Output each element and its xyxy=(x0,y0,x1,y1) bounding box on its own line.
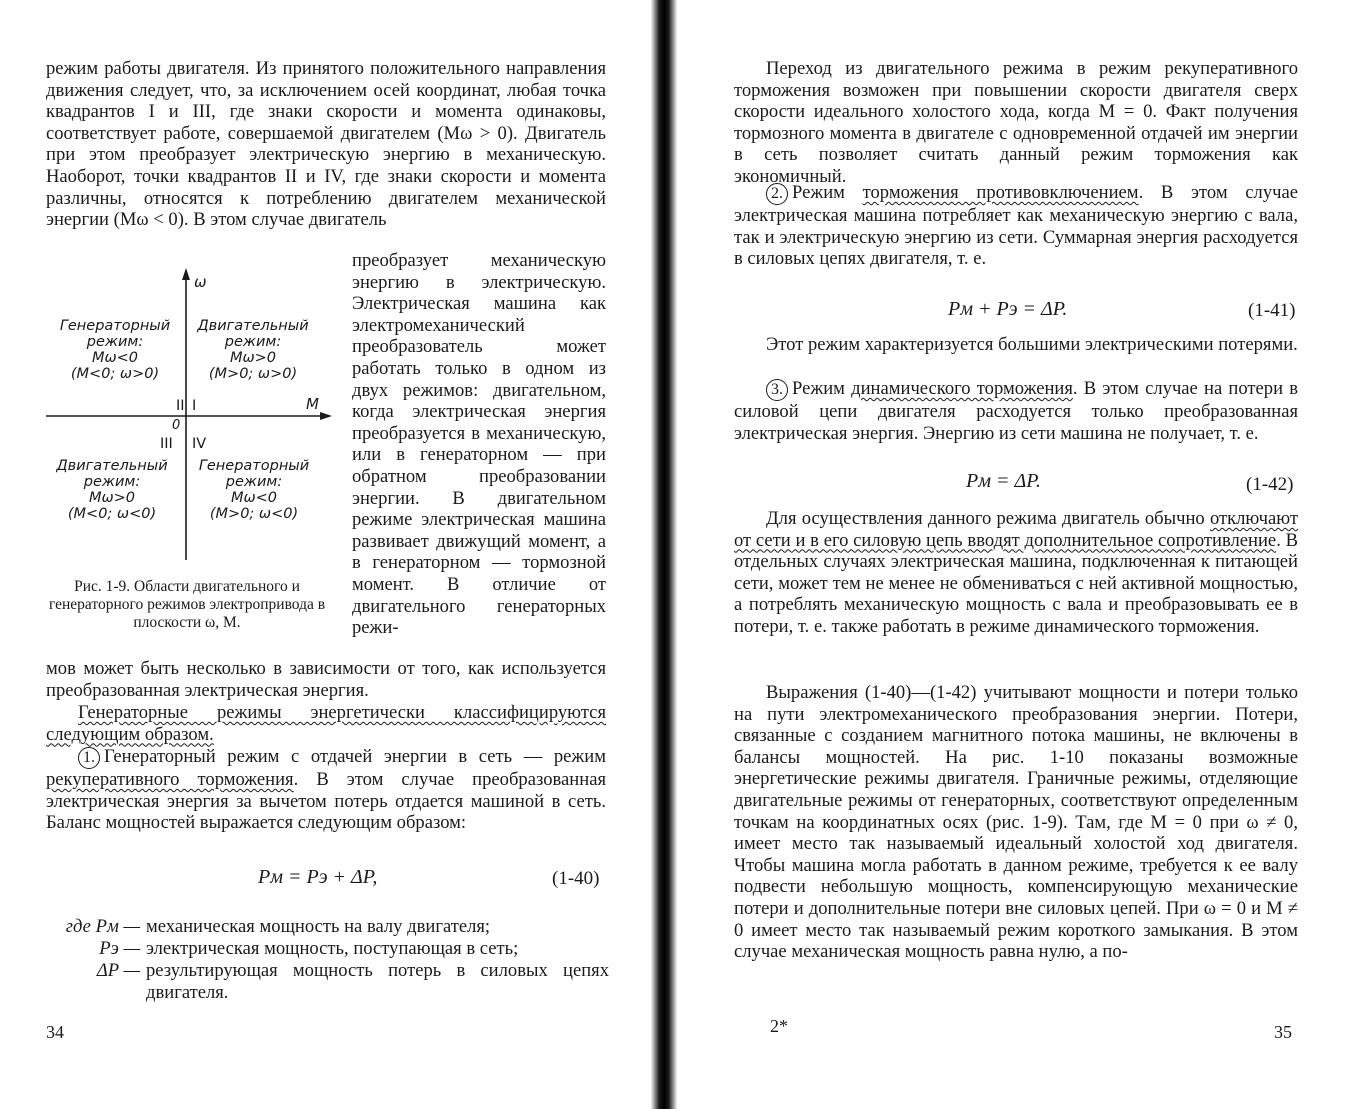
right-page xyxy=(680,0,1370,1109)
m-axis-label: M xyxy=(306,395,319,413)
left-item-1 xyxy=(46,746,606,834)
item-2-text-a: Режим xyxy=(792,182,863,203)
quadrant-3-numeral: III xyxy=(160,436,173,452)
where-row xyxy=(44,960,609,1004)
right-item-3 xyxy=(734,378,1298,444)
left-paragraph-2: мов может быть несколько в зависимости от того, как используется преобразованная электрическая энергия. xyxy=(46,658,606,701)
where-list xyxy=(44,916,609,1004)
left-paragraph-3 xyxy=(46,702,606,745)
where-row xyxy=(44,916,609,938)
quadrant-3-label: Двигательный режим: Mω>0 (M<0; ω<0) xyxy=(56,458,168,522)
item-1-marker: 1. xyxy=(78,747,100,769)
quadrant-2-numeral: II xyxy=(176,398,185,414)
eqnum-1-41: (1-41) xyxy=(1248,300,1296,321)
classification-heading: Генераторные режимы энергетически классифицируются следующим образом. xyxy=(46,702,606,745)
left-side-text: преобразует механическую энергию в электрическую. Электрическая машина как электромеханический преобразователь может работать только в одном из двух режимов: двигательном, когда электрическая энергия преобразуется в механическую, или в генераторном — при обратном преобразовании энергии. В двигательном режиме электрическая машина развивает движущий момент, а в генераторном — тормозной момент. В отличие от двигательного генераторных режи- xyxy=(352,250,606,639)
item-3-underlined: динамического торможения xyxy=(851,378,1073,399)
where-row xyxy=(44,938,609,960)
omega-axis-arrow xyxy=(182,268,190,280)
page-number-right: 35 xyxy=(1274,1022,1292,1042)
eqnum-1-42: (1-42) xyxy=(1246,474,1294,495)
right-paragraph-1 xyxy=(734,58,1298,188)
right-item-2 xyxy=(734,182,1298,270)
where-definition: механическая мощность на валу двигателя; xyxy=(146,916,491,937)
omega-axis-label: ω xyxy=(194,273,207,291)
formula-1-40: Pм = Pэ + ΔP, xyxy=(258,866,378,888)
right-paragraph-4 xyxy=(734,682,1298,963)
quadrant-4-label: Генераторный режим: Mω<0 (M>0; ω<0) xyxy=(198,458,310,522)
item-2-underlined: торможения противовключением xyxy=(862,182,1139,203)
right-paragraph-2-text: Этот режим характеризуется большими электрическими потерями. xyxy=(766,334,1298,355)
item-3-text-b: . В этом случае на потери в силовой цепи двигателя расходуется только преобразованная электрическая энергия. Энергию из сети машина не получает, т. е. xyxy=(734,378,1298,444)
right-paragraph-1-text: Переход из двигательного режима в режим рекуперативного торможения возможен при повышении скорости двигателя сверх скорости идеального холостого хода, когда M = 0. Факт получения тормозного момента в двигателе с одновременной отдачей им энергии в сеть позволяет считать данный режим торможения как экономичный. xyxy=(734,58,1298,187)
formula-1-41: Pм + Pэ = ΔP. xyxy=(948,298,1068,320)
item-1-text-b: . В этом случае преобразованная электрическая энергия за вычетом потерь отдается машиной в сеть. Баланс мощностей выражается следующим образом: xyxy=(46,769,607,834)
left-paragraph-1: режим работы двигателя. Из принятого положительного направления движения следует, что, за исключением осей координат, любая точка квадрантов I и III, где знаки скорости и момента одинаковы, соответствует работе, совершаемой двигателем (Mω > 0). Двигатель при этом преобразует электрическую энергию в механическую. Наоборот, точки квадрантов II и IV, где знаки скорости и момента различны, относятся к потреблению двигателем механической энергии (Mω < 0). В этом случае двигатель xyxy=(46,58,606,231)
left-page xyxy=(0,0,650,1109)
page-number-left: 34 xyxy=(46,1022,64,1042)
item-2-text-b: . В этом случае электрическая машина потребляет как механическую энергию с вала, так и электрическую энергию из сети. Суммарная энергия расходуется в силовых цепях двигателя, т. е. xyxy=(734,182,1298,270)
signature-mark: 2* xyxy=(770,1016,788,1036)
where-symbol: ΔP — xyxy=(96,960,140,981)
eqnum-1-40: (1-40) xyxy=(552,868,600,889)
right-paragraph-4-text: Выражения (1-40)—(1-42) учитывают мощности и потери только на пути электромеханического преобразования энергии. Потери, связанные с созданием магнитного потока машины, не включены в балансы мощностей. На рис. 1-10 показаны возможные энергетические режимы двигателя. Граничные режимы, отделяющие двигательные режимы от генераторных, соответствуют определенным точкам на координатных осях (рис. 1-9). Там, где M = 0 при ω ≠ 0, имеет место так называемый идеальный холостой ход двигателя. Чтобы машина могла работать в данном режиме, требуется к ее валу подвести небольшую мощность, компенсирующую механические потери и дополнительные потери вне силовых цепей. При ω = 0 и M ≠ 0 имеет место так называемый режим короткого замыкания. В этом случае механическая мощность равна нулю, а по- xyxy=(734,682,1298,963)
item-1-underlined: рекуперативного торможения xyxy=(46,769,294,790)
item-1-text-a: Генераторный режим с отдачей энергии в сеть — режим xyxy=(104,746,606,767)
figure-1-9 xyxy=(42,262,342,562)
item-3-text-a: Режим xyxy=(792,378,852,399)
formula-1-42: Pм = ΔP. xyxy=(966,470,1041,492)
right-paragraph-3-underlined: отключают от сети и в его силовую цепь вводят дополнительное сопротивление xyxy=(734,508,1298,551)
m-axis-arrow xyxy=(320,412,332,420)
right-paragraph-3-text-b: . В отдельных случаях электрическая машина, подключенная к питающей сети, может тем не менее не обмениваться с ней активной мощностью, а потреблять механическую мощность с вала и преобразовывать ее в потери, т. е. также работать в режиме динамического торможения. xyxy=(734,529,1299,637)
quadrant-1-label: Двигательный режим: Mω>0 (M>0; ω>0) xyxy=(197,318,309,382)
where-definition: электрическая мощность, поступающая в сеть; xyxy=(146,938,519,959)
where-symbol: где Pм — xyxy=(65,916,140,937)
where-definition: результирующая мощность потерь в силовых цепях двигателя. xyxy=(146,960,609,1003)
origin-label: 0 xyxy=(172,418,181,433)
item-2-marker: 2. xyxy=(766,183,788,205)
right-paragraph-3 xyxy=(734,508,1298,638)
where-symbol: Pэ — xyxy=(99,938,140,959)
right-paragraph-3-text-a: Для осуществления данного режима двигатель обычно xyxy=(766,508,1210,529)
item-3-marker: 3. xyxy=(766,379,788,401)
quadrant-1-numeral: I xyxy=(192,398,197,414)
quadrant-2-label: Генераторный режим: Mω<0 (M<0; ω>0) xyxy=(59,318,171,382)
quadrant-4-numeral: IV xyxy=(192,436,207,452)
figure-caption: Рис. 1-9. Области двигательного и генераторного режимов электропривода в плоскости ω, M. xyxy=(48,578,326,631)
right-paragraph-2 xyxy=(734,334,1298,356)
